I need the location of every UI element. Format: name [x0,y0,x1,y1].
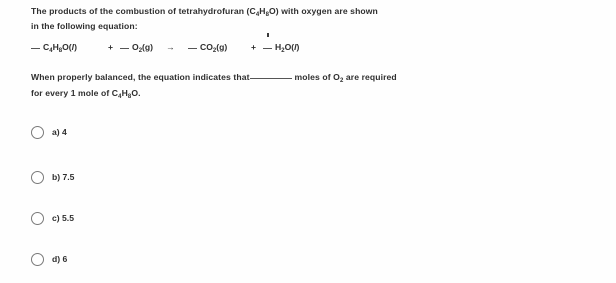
plus-sign: + [108,42,114,52]
product-water: $H_2O(l)$ [263,42,299,54]
reaction-arrow: → [166,42,175,52]
radio-button-d[interactable] [31,253,44,266]
question-text-line-4: for every 1 mole of $C_4H_8O$. [31,88,141,100]
answer-blank [250,78,292,79]
stray-mark [267,33,269,37]
question-text-line-1: The products of the combustion of tetrahydrofuran $(C_4H_8O)$ with oxygen are shown [31,6,378,18]
choice-d-label: d) 6 [52,254,68,264]
question-text-line-2: in the following equation: [31,21,138,31]
radio-button-c[interactable] [31,212,44,225]
choice-a-label: a) 4 [52,127,67,137]
choice-c-label: c) 5.5 [52,213,74,223]
choice-d[interactable] [31,249,67,269]
coefficient-blank [120,48,129,49]
reactant-tetrahydrofuran: $C_4H_8O(l)$ [31,42,77,54]
coefficient-blank [31,48,40,49]
choice-b-label: b) 7.5 [52,172,75,182]
product-carbon-dioxide: $CO_2(g)$ [188,42,227,54]
radio-button-b[interactable] [31,171,44,184]
choice-a[interactable] [31,122,67,142]
coefficient-blank [263,48,272,49]
reactant-oxygen: $O_2(g)$ [120,42,153,54]
radio-button-a[interactable] [31,126,44,139]
choice-c[interactable] [31,208,74,228]
plus-sign: + [251,42,257,52]
choice-b[interactable] [31,167,74,187]
coefficient-blank [188,48,197,49]
question-text-line-3: When properly balanced, the equation indicates that moles of $O_2$ are required [31,72,397,84]
